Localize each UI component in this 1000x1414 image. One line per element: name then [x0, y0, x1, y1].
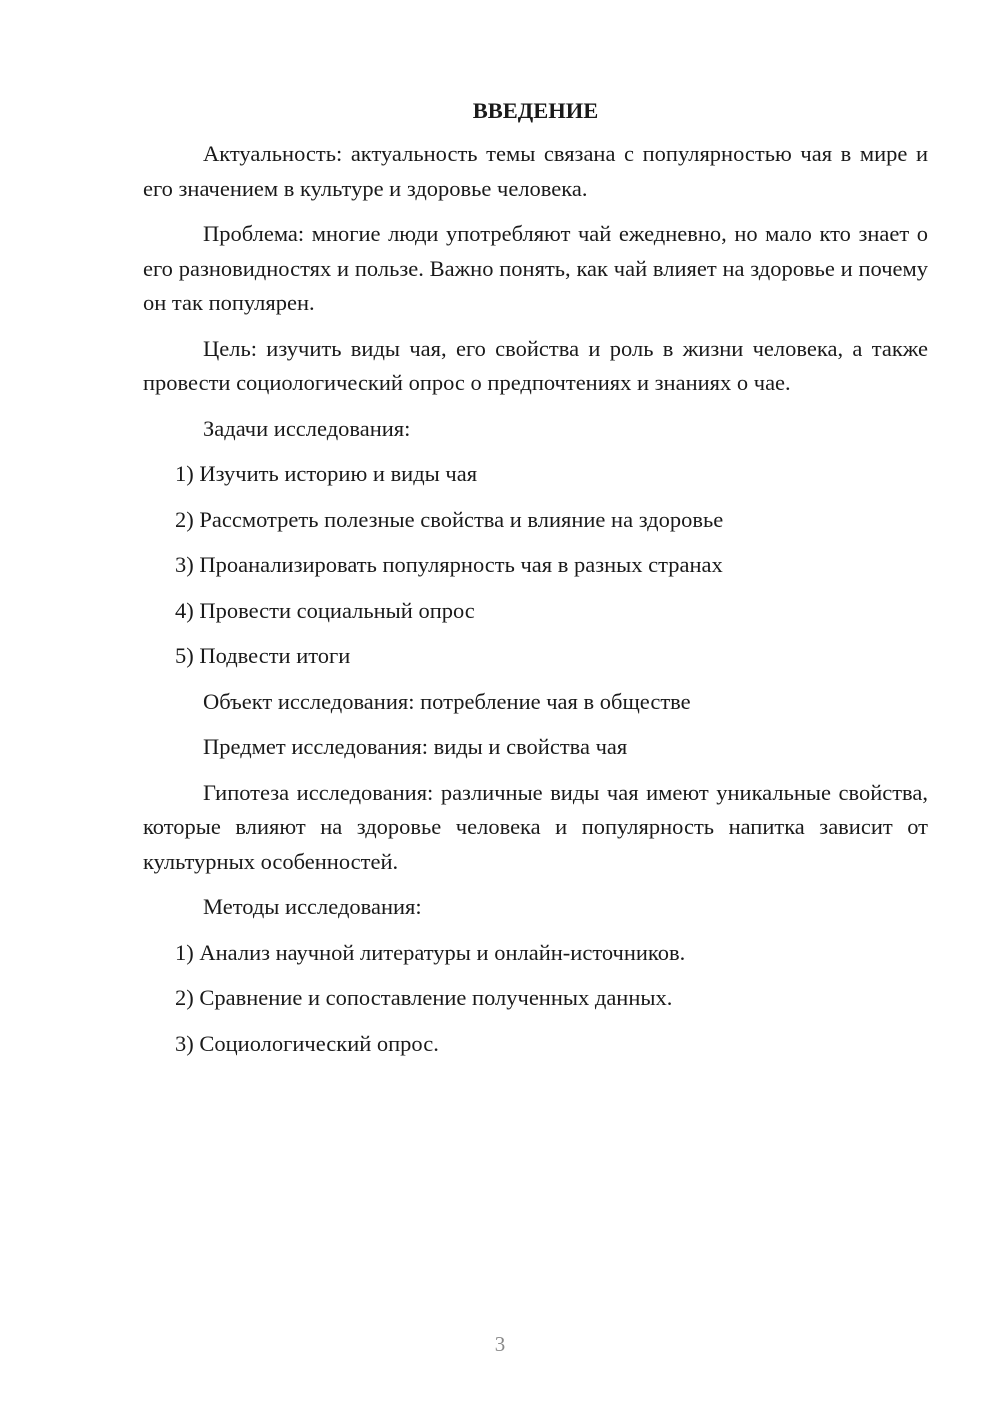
document-page — [143, 95, 928, 1072]
page-number: 3 — [494, 1332, 506, 1356]
relevance-paragraph: Актуальность: актуальность темы связана с популярностью чая в мире и его значением в культуре и здоровье человека. — [143, 141, 928, 201]
methods-list — [143, 936, 928, 1062]
hypothesis-paragraph: Гипотеза исследования: различные виды чая имеют уникальные свойства, которые влияют на здоровье человека и популярность напитка зависит от культурных особенностей. — [143, 779, 928, 874]
problem-paragraph: Проблема: многие люди употребляют чай ежедневно, но мало кто знает о его разновидностях и пользе. Важно понять, как чай влияет на здоровье и почему он так популярен. — [143, 221, 928, 315]
list-item: 3) Социологический опрос. — [175, 1030, 439, 1056]
subject-line: Предмет исследования: виды и свойства чая — [203, 734, 628, 759]
tasks-heading: Задачи исследования: — [203, 415, 411, 441]
object-line: Объект исследования: потребление чая в обществе — [203, 688, 691, 714]
list-item: 3) Проанализировать популярность чая в разных странах — [175, 552, 723, 577]
goal-paragraph: Цель: изучить виды чая, его свойства и роль в жизни человека, а также провести социологический опрос о предпочтениях и знаниях о чае. — [143, 335, 928, 395]
list-item: 4) Провести социальный опрос — [175, 597, 475, 623]
list-item: 2) Рассмотреть полезные свойства и влияние на здоровье — [175, 506, 724, 532]
list-item: 5) Подвести итоги — [175, 643, 351, 668]
methods-heading: Методы исследования: — [203, 894, 422, 919]
list-item: 1) Изучить историю и виды чая — [175, 461, 478, 486]
list-item: 1) Анализ научной литературы и онлайн-источников. — [175, 939, 686, 965]
tasks-list — [143, 457, 928, 674]
section-title: ВВЕДЕНИЕ — [472, 98, 599, 123]
list-item: 2) Сравнение и сопоставление полученных данных. — [175, 985, 673, 1010]
